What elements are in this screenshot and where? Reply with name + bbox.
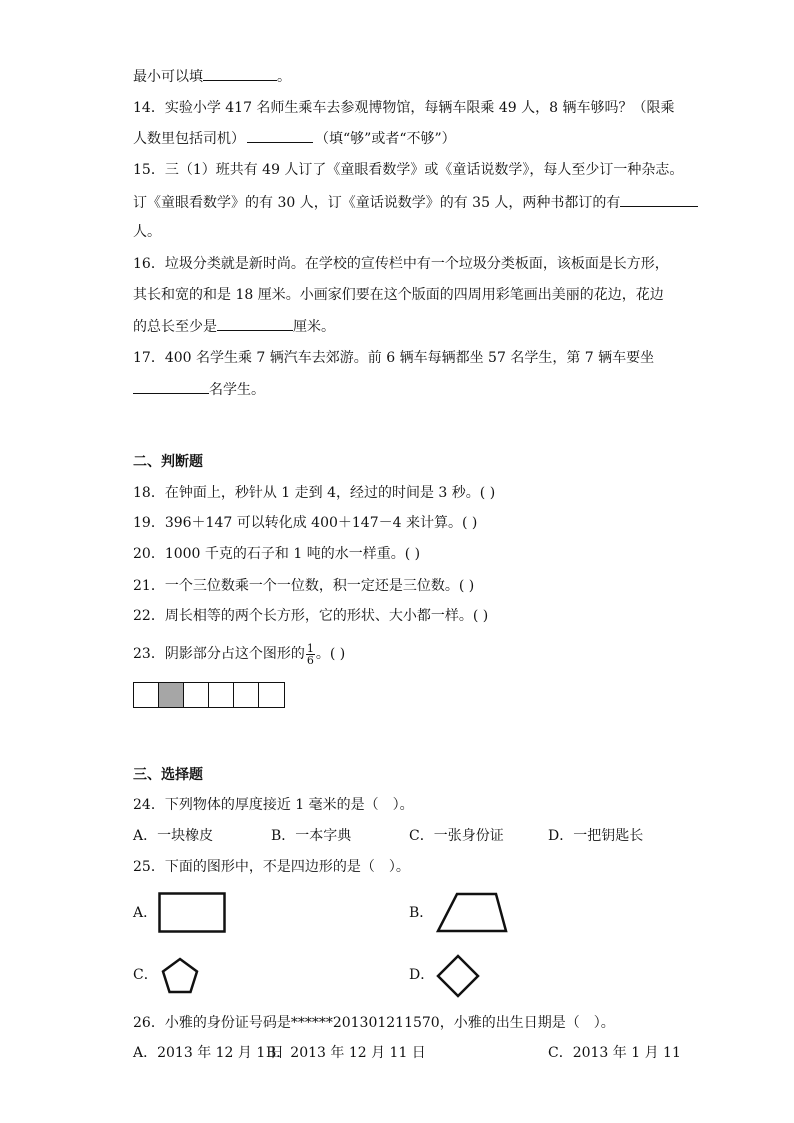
grid-cell (259, 683, 284, 707)
q18 (133, 483, 495, 503)
q22 (133, 606, 488, 626)
trapezoid-icon (436, 892, 508, 934)
q20-answer-paren[interactable]: ( ) (404, 546, 421, 562)
q20-text: 20．1000 千克的石子和 1 吨的水一样重。 (133, 546, 405, 562)
q17-answer-blank[interactable] (133, 379, 209, 394)
q19 (133, 513, 477, 533)
q21-answer-paren[interactable]: ( ) (458, 578, 475, 594)
q14-line1: 14．实验小学 417 名师生乘车去参观博物馆，每辆车限乘 49 人，8 辆车够吗？（限乘 (133, 100, 675, 116)
q24-option-d[interactable]: D．一把钥匙长 (548, 828, 644, 844)
q15-line2-text: 订《童眼看数学》的有 30 人，订《童话说数学》的有 35 人，两种书都订的有 (133, 195, 621, 211)
q25-option-c[interactable]: C． (133, 967, 158, 983)
q23-fraction-numerator: 1 (306, 641, 314, 655)
q24-stem: 24．下列物体的厚度接近 1 毫米的是（ ）。 (133, 797, 414, 813)
q14-line2a: 人数里包括司机） (133, 131, 245, 147)
q25-option-d[interactable]: D． (409, 967, 435, 983)
grid-cell (209, 683, 234, 707)
q19-answer-paren[interactable]: ( ) (461, 515, 478, 531)
q21 (133, 576, 474, 596)
q26-stem: 26．小雅的身份证号码是******201301211570，小雅的出生日期是（ ）。 (133, 1015, 615, 1031)
q13-tail (133, 66, 291, 87)
q15-answer-blank[interactable] (620, 192, 698, 207)
q17-line2-text: 名学生。 (209, 382, 265, 398)
q26-option-c[interactable]: C．2013 年 1 月 11 (548, 1045, 681, 1061)
grid-cell (234, 683, 259, 707)
q21-text: 21．一个三位数乘一个一位数，积一定还是三位数。 (133, 578, 459, 594)
q23-shaded-grid (133, 682, 285, 708)
grid-cell (184, 683, 209, 707)
q16-line3 (133, 316, 335, 337)
q25-option-a[interactable]: A． (133, 905, 158, 921)
q23 (133, 641, 345, 667)
q22-answer-paren[interactable]: ( ) (472, 608, 489, 624)
q14-line2 (133, 128, 456, 149)
q15-line2 (133, 192, 698, 213)
grid-cell-shaded (159, 683, 184, 707)
q15-line3: 人。 (133, 224, 161, 240)
q16-answer-blank[interactable] (217, 316, 293, 331)
rectangle-icon (158, 892, 226, 934)
q16-line2: 其长和宽的和是 18 厘米。小画家们要在这个版面的四周用彩笔画出美丽的花边，花边 (133, 287, 664, 303)
q23-suffix[interactable]: 。( ) (315, 646, 346, 662)
q17-line2 (133, 379, 265, 400)
grid-cell (134, 683, 159, 707)
q18-text: 18．在钟面上，秒针从 1 走到 4，经过的时间是 3 秒。 (133, 485, 480, 501)
q20 (133, 544, 420, 564)
q15-line1: 15．三（1）班共有 49 人订了《童眼看数学》或《童话说数学》，每人至少订一种杂志。 (133, 162, 684, 178)
q16-line1: 16．垃圾分类就是新时尚。在学校的宣传栏中有一个垃圾分类板面，该板面是长方形， (133, 256, 669, 272)
pentagon-icon (161, 957, 199, 995)
q18-answer-paren[interactable]: ( ) (479, 485, 496, 501)
q17-line1: 17．400 名学生乘 7 辆汽车去郊游。前 6 辆车每辆都坐 57 名学生，第 7 辆车要坐 (133, 350, 655, 366)
q13-text: 最小可以填 (133, 69, 203, 85)
q23-fraction-denominator: 6 (306, 653, 314, 667)
q24-option-a[interactable]: A．一块橡皮 (133, 828, 214, 844)
section2-heading: 二、判断题 (133, 454, 203, 470)
q25-option-b[interactable]: B． (409, 905, 434, 921)
q19-text: 19．396＋147 可以转化成 400＋147－4 来计算。 (133, 515, 462, 531)
q16-line3b: 厘米。 (293, 319, 335, 335)
q14-line2b: （填“够”或者“不够”） (315, 131, 456, 147)
q23-prefix: 23．阴影部分占这个图形的 (133, 646, 305, 662)
q13-answer-blank[interactable] (203, 66, 277, 81)
q24-option-c[interactable]: C．一张身份证 (409, 828, 504, 844)
diamond-icon (436, 954, 480, 998)
q24-option-b[interactable]: B．一本字典 (271, 828, 352, 844)
q23-fraction (306, 643, 315, 666)
q26-option-a[interactable]: A．2013 年 12 月 1 日 (133, 1045, 284, 1061)
q16-line3a: 的总长至少是 (133, 319, 217, 335)
q14-answer-blank[interactable] (247, 128, 313, 143)
q26-option-b[interactable]: B．2013 年 12 月 11 日 (266, 1045, 426, 1061)
section3-heading: 三、选择题 (133, 767, 203, 783)
q22-text: 22．周长相等的两个长方形，它的形状、大小都一样。 (133, 608, 473, 624)
q25-stem: 25．下面的图形中，不是四边形的是（ ）。 (133, 859, 410, 875)
q13-end: 。 (277, 69, 291, 85)
